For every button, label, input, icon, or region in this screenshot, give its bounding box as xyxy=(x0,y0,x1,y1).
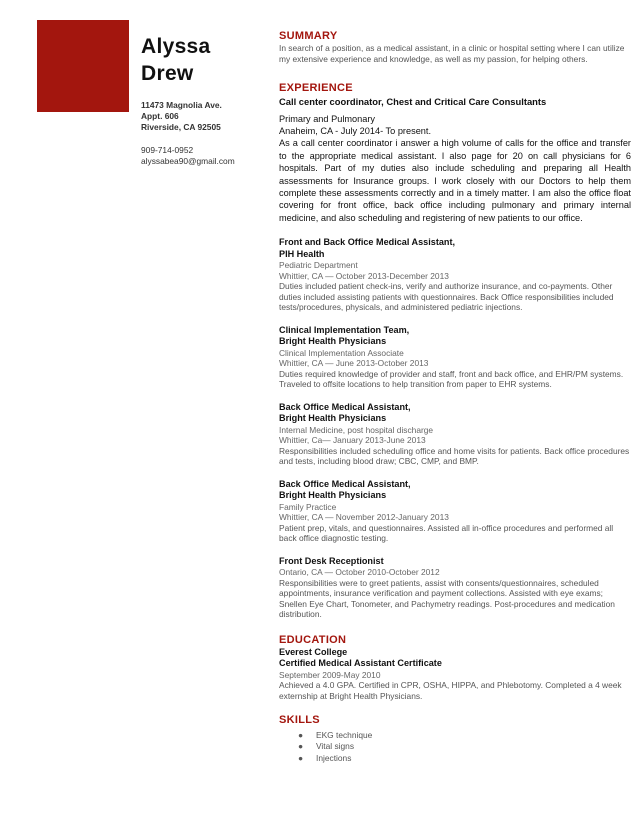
contact-info xyxy=(141,100,235,167)
job-entry xyxy=(279,556,631,620)
skill-label: EKG technique xyxy=(316,730,373,741)
job-department: Pediatric Department xyxy=(279,260,358,271)
education-school: Everest College xyxy=(279,646,348,657)
job-department: Clinical Implementation Associate xyxy=(279,347,404,358)
job-department: Internal Medicine, post hospital discharge xyxy=(279,424,434,435)
summary-heading: SUMMARY xyxy=(279,30,338,42)
skill-item xyxy=(279,753,631,764)
education-description: Achieved a 4.0 GPA. Certified in CPR, OSHA, HIPPA, and Phlebotomy. Completed a 4 week externship at Bright Health Physicians. xyxy=(279,680,622,701)
first-job-heading: Call center coordinator, Chest and Critical Care Consultants xyxy=(279,96,547,107)
job-entry xyxy=(279,402,631,467)
first-job-line-2: Anaheim, CA - July 2014- To present. xyxy=(279,125,432,136)
last-name: Drew xyxy=(141,62,194,85)
skill-label: Injections xyxy=(316,752,352,763)
job-entry xyxy=(279,479,631,544)
job-entry xyxy=(279,325,631,390)
job-department: Family Practice xyxy=(279,501,337,512)
job-employer: Bright Health Physicians xyxy=(279,336,387,347)
job-employer: PIH Health xyxy=(279,248,325,259)
skill-label: Vital signs xyxy=(316,741,355,752)
email: alyssabea90@gmail.com xyxy=(141,156,235,166)
job-location-dates: Whittier, Ca— January 2013-June 2013 xyxy=(279,435,426,446)
address-line-1: 11473 Magnolia Ave. xyxy=(141,100,222,110)
address-line-2: Appt. 606 xyxy=(141,111,179,121)
education-dates: September 2009-May 2010 xyxy=(279,669,381,680)
phone: 909-714-0952 xyxy=(141,145,194,155)
job-description: Responsibilities were to greet patients, assist with consents/questionnaires, scheduled appointments, insurance verification and payment collections. Assisted with eye exams; Snellen Eye Chart, Tonometer, and Pachymetry readings. Post-procedures and medication distribution. xyxy=(279,577,615,620)
skill-item xyxy=(279,730,631,741)
job-location-dates: Whittier, CA — June 2013-October 2013 xyxy=(279,358,429,369)
header-accent-block xyxy=(37,20,129,112)
education-certificate: Certified Medical Assistant Certificate xyxy=(279,658,442,669)
job-title: Front and Back Office Medical Assistant, xyxy=(279,237,456,248)
job-employer: Bright Health Physicians xyxy=(279,413,387,424)
job-location-dates: Ontario, CA — October 2010-October 2012 xyxy=(279,567,440,578)
job-title: Back Office Medical Assistant, xyxy=(279,401,411,412)
job-title: Back Office Medical Assistant, xyxy=(279,478,411,489)
bullet-icon: ● xyxy=(298,752,304,763)
address-line-3: Riverside, CA 92505 xyxy=(141,122,221,132)
candidate-name xyxy=(141,33,211,87)
bullet-icon: ● xyxy=(298,741,304,752)
summary-text: In search of a position, as a medical assistant, in a clinic or hospital setting where I can utilize my extensive experience and knowledge, as well as my passion, for helping others. xyxy=(279,43,625,64)
education-heading: EDUCATION xyxy=(279,633,347,646)
job-location-dates: Whittier, CA — October 2013-December 2013 xyxy=(279,270,449,281)
job-description: Responsibilities included scheduling office and home visits for patients. Back office procedures and tests, including blood draw; CBC, CMP, and BMP. xyxy=(279,445,630,467)
main-column xyxy=(279,30,631,764)
job-description: Duties required knowledge of provider and staff, front and back office, and EHR/PM systems. Traveled to offsite locations to help transition from paper to EHR systems. xyxy=(279,368,624,390)
job-title: Clinical Implementation Team, xyxy=(279,324,410,335)
first-job-line-1: Primary and Pulmonary xyxy=(279,113,375,124)
job-description: Patient prep, vitals, and questionnaires. Assisted all in-office procedures and performed all back office diagnostic testing. xyxy=(279,522,614,544)
skills-heading: SKILLS xyxy=(279,714,320,727)
job-title: Front Desk Receptionist xyxy=(279,555,384,566)
first-job-description: As a call center coordinator i answer a high volume of calls for the office and transfer to the appropriate medical assistant. I also page for 20 on call physicians for 6 hospitals. Part of my duties also include scheduling and preparing all Health assessments for Insurance groups. I work closely with our Doctors to help them complete these assessments correctly and in a timely matter. I am also the office float covering for front office, back office including pulmonary and primary internal medicine, and also scheduling and registering of new patients to our office. xyxy=(279,138,631,223)
first-name: Alyssa xyxy=(141,35,211,58)
job-location-dates: Whittier, CA — November 2012-January 2013 xyxy=(279,512,449,523)
experience-heading: EXPERIENCE xyxy=(279,82,353,94)
bullet-icon: ● xyxy=(298,730,304,741)
skills-list xyxy=(279,730,631,764)
job-description: Duties included patient check-ins, verify and authorize insurance, and co-payments. Other duties included assisting patients with questionnaires. Back Office responsibilities included tests/procedures, physicals, and administered pediatric injections. xyxy=(279,281,614,313)
skill-item xyxy=(279,741,631,752)
job-entry xyxy=(279,237,631,313)
job-employer: Bright Health Physicians xyxy=(279,490,387,501)
